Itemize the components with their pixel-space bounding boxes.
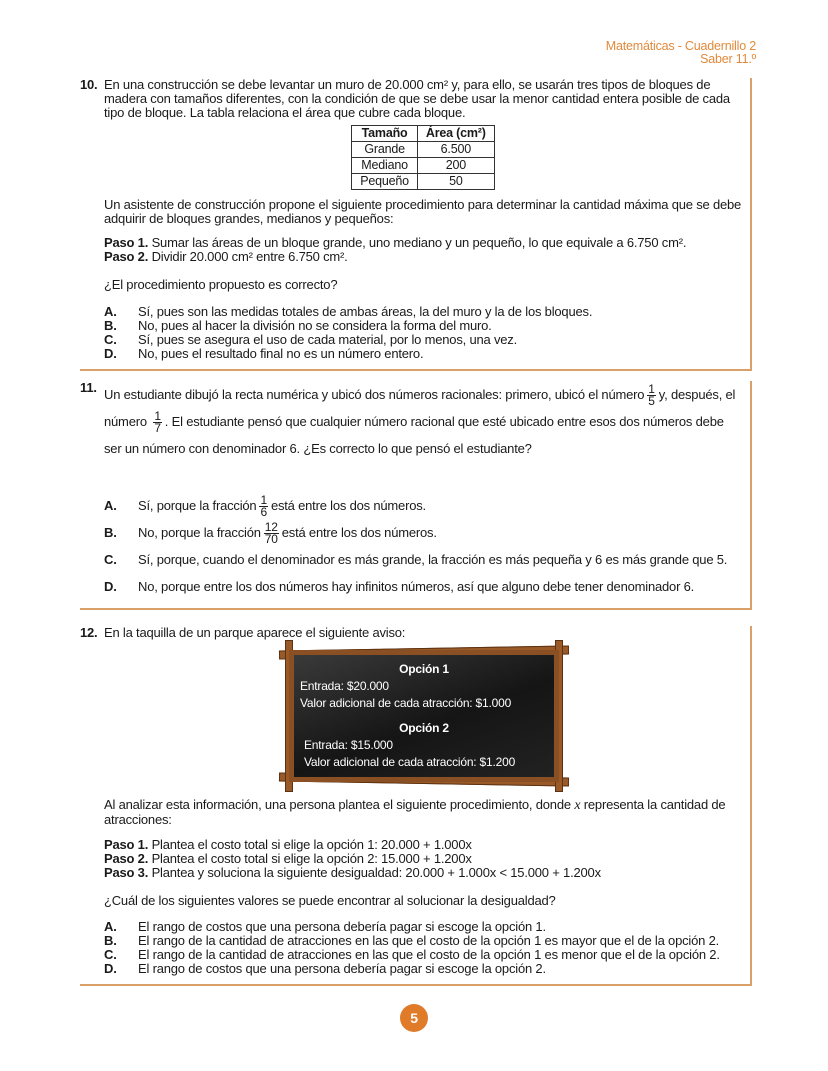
- table-cell: Pequeño: [352, 174, 418, 190]
- step-label: Paso 1.: [104, 837, 149, 852]
- step-text: Sumar las áreas de un bloque grande, uno mediano y un pequeño, lo que equivale a 6.750 cm².: [151, 235, 687, 250]
- option-text: El rango de costos que una persona debería pagar si escoge la opción 2.: [138, 961, 546, 976]
- header-level: Saber 11.º: [700, 52, 756, 66]
- sign-board: [289, 650, 559, 782]
- fraction-one-fifth: $\frac{1}{5}$: [648, 382, 655, 409]
- table-row: [352, 174, 494, 190]
- step-2: [104, 250, 742, 264]
- page-number: 5: [400, 1004, 428, 1032]
- option-letter: B.: [104, 933, 117, 948]
- option-text: Sí, porque la fracción $\frac{1}{6}$ está entre los dos números.: [138, 493, 426, 520]
- option-text: Sí, porque, cuando el denominador es más grande, la fracción es más pequeña y 6 es más grande que 5.: [138, 552, 728, 567]
- procedure-intro: Un asistente de construcción propone el siguiente procedimiento para determinar la cantidad máxima que se debe adquirir de bloques grandes, medianos y pequeños:: [104, 197, 742, 226]
- option-text: Sí, pues son las medidas totales de ambas áreas, la del muro y la de los bloques.: [138, 304, 593, 319]
- ticket-sign: [279, 640, 569, 792]
- option-b[interactable]: [104, 934, 742, 948]
- step-label: Paso 1.: [104, 235, 149, 250]
- option-b[interactable]: [104, 519, 742, 546]
- question-prompt: ¿Cuál de los siguientes valores se puede encontrar al solucionar la desigualdad?: [104, 893, 556, 908]
- option-text: El rango de costos que una persona debería pagar si escoge la opción 1.: [138, 919, 546, 934]
- option-letter: A.: [104, 304, 117, 319]
- table-cell: Mediano: [352, 158, 418, 174]
- step-text: Plantea y soluciona la siguiente desigualdad: 20.000 + 1.000x < 15.000 + 1.200x: [151, 865, 601, 880]
- option-letter: C.: [104, 332, 117, 347]
- table-header: Tamaño: [352, 126, 418, 142]
- step-1: [104, 838, 742, 852]
- option-a[interactable]: [104, 305, 742, 319]
- option-text: No, porque entre los dos números hay infinitos números, así que alguno debe tener denominador 6.: [138, 579, 695, 594]
- question-11: [80, 381, 752, 610]
- step-label: Paso 2.: [104, 249, 149, 264]
- stem-text: Un estudiante dibujó la recta numérica y ubicó dos números racionales: primero, ubicó el número: [104, 387, 645, 402]
- block-table: [351, 125, 494, 190]
- page-footer: [0, 1002, 828, 1032]
- question-12: [80, 626, 752, 986]
- fraction-one-seventh: $\frac{1}{7}$: [154, 409, 161, 436]
- option-1-title: Opción 1: [399, 662, 449, 676]
- table-cell: 200: [417, 158, 494, 174]
- question-stem: [104, 381, 742, 462]
- option-2-entry: Entrada: $15.000: [304, 738, 393, 752]
- fraction: $\frac{12}{70}$: [264, 520, 278, 547]
- step-text: Dividir 20.000 cm² entre 6.750 cm².: [151, 249, 348, 264]
- step-label: Paso 2.: [104, 851, 149, 866]
- option-1-entry: Entrada: $20.000: [300, 679, 389, 693]
- step-2: [104, 852, 742, 866]
- option-letter: D.: [104, 346, 117, 361]
- question-number: 12.: [80, 625, 98, 640]
- step-1: [104, 236, 742, 250]
- table-row: [352, 158, 494, 174]
- option-a[interactable]: [104, 920, 742, 934]
- header-subject: Matemáticas - Cuadernillo 2: [605, 39, 756, 53]
- fraction: $\frac{1}{6}$: [260, 493, 267, 520]
- option-text: Sí, pues se asegura el uso de cada material, por lo menos, una vez.: [138, 332, 517, 347]
- option-2-title: Opción 2: [399, 721, 449, 735]
- option-c[interactable]: [104, 333, 742, 347]
- option-letter: A.: [104, 498, 117, 513]
- option-d[interactable]: [104, 573, 742, 600]
- table-cell: 6.500: [417, 142, 494, 158]
- question-number: 11.: [80, 380, 97, 395]
- question-number: 10.: [80, 77, 98, 92]
- option-text: No, pues el resultado final no es un número entero.: [138, 346, 424, 361]
- question-prompt: ¿El procedimiento propuesto es correcto?: [104, 277, 338, 292]
- question-stem: En una construcción se debe levantar un muro de 20.000 cm² y, para ello, se usarán tres tipos de bloques de madera con tamaños diferentes, con la condición de que se debe usar la menor cantidad entera posible de cada tipo de bloque. La tabla relaciona el área que cubre cada bloque.: [104, 77, 730, 120]
- step-label: Paso 3.: [104, 865, 149, 880]
- option-d[interactable]: [104, 347, 742, 361]
- stem-text: y, después, el número: [104, 387, 736, 429]
- question-stem: En la taquilla de un parque aparece el siguiente aviso:: [104, 625, 406, 640]
- option-2-extra: Valor adicional de cada atracción: $1.200: [304, 755, 516, 769]
- option-text: El rango de la cantidad de atracciones en las que el costo de la opción 1 es menor que el de la opción 2.: [138, 947, 720, 962]
- option-letter: B.: [104, 318, 117, 333]
- option-c[interactable]: [104, 546, 742, 573]
- page-header: [606, 40, 756, 66]
- option-text: No, porque la fracción $\frac{12}{70}$ está entre los dos números.: [138, 520, 437, 547]
- stem-text: . El estudiante pensó que cualquier número racional que esté ubicado entre esos dos números debe ser un número con denominador 6. ¿Es correcto lo que pensó el estudiante?: [104, 414, 724, 456]
- step-text: Plantea el costo total si elige la opción 1: 20.000 + 1.000x: [151, 837, 472, 852]
- option-c[interactable]: [104, 948, 742, 962]
- step-text: Plantea el costo total si elige la opción 2: 15.000 + 1.200x: [151, 851, 472, 866]
- table-cell: 50: [417, 174, 494, 190]
- page-content: [80, 78, 752, 1032]
- option-letter: C.: [104, 947, 117, 962]
- option-letter: A.: [104, 919, 117, 934]
- option-text: No, pues al hacer la división no se considera la forma del muro.: [138, 318, 492, 333]
- option-a[interactable]: [104, 492, 742, 519]
- option-text: El rango de la cantidad de atracciones en las que el costo de la opción 1 es mayor que el de la opción 2.: [138, 933, 720, 948]
- table-cell: Grande: [352, 142, 418, 158]
- option-d[interactable]: [104, 962, 742, 976]
- option-letter: B.: [104, 525, 117, 540]
- option-b[interactable]: [104, 319, 742, 333]
- question-10: [80, 78, 752, 371]
- procedure-intro: Al analizar esta información, una persona plantea el siguiente procedimiento, donde x representa la cantidad de atracciones:: [104, 797, 726, 827]
- step-3: [104, 866, 742, 880]
- option-1-extra: Valor adicional de cada atracción: $1.000: [300, 696, 512, 710]
- option-letter: C.: [104, 552, 117, 567]
- table-header: Área (cm²): [417, 126, 494, 142]
- option-letter: D.: [104, 579, 117, 594]
- option-letter: D.: [104, 961, 117, 976]
- table-row: [352, 142, 494, 158]
